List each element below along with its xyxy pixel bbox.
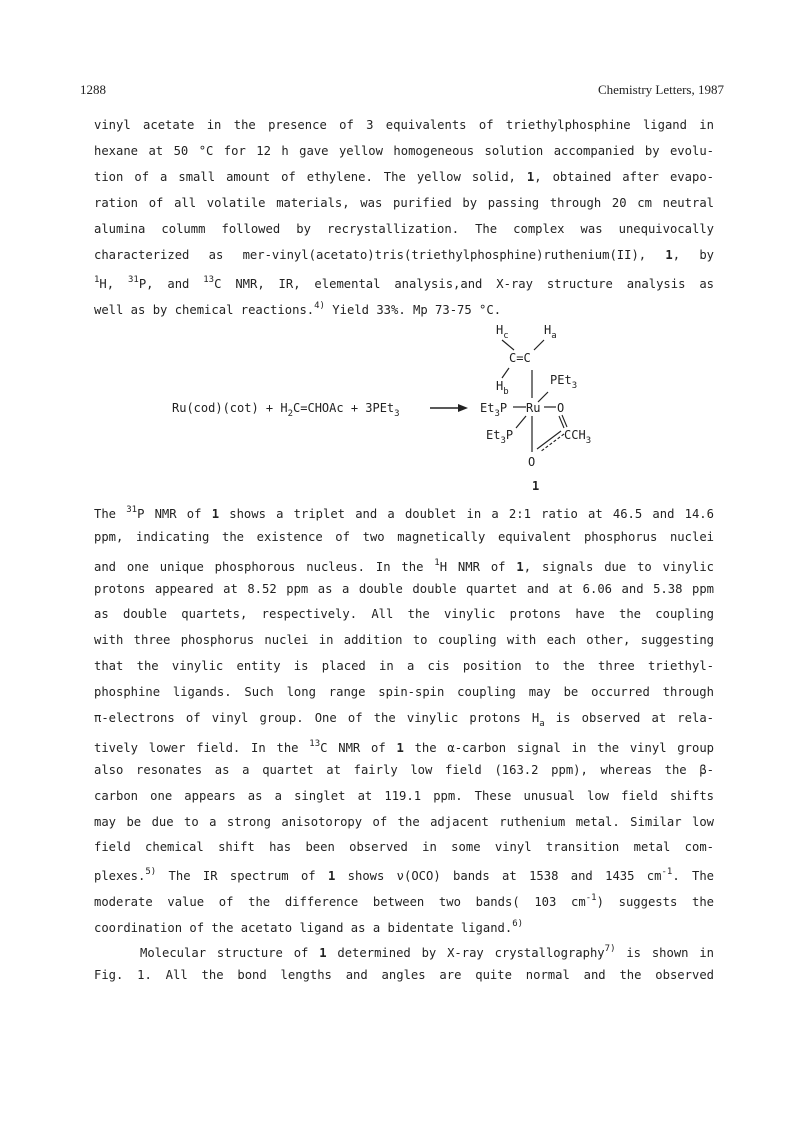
subscript: a [539,719,545,729]
text-run: coordination of the acetato ligand as a bidentate ligand. [94,921,513,935]
compound-ref: 1 [396,741,404,755]
reference-sup: 4) [314,301,325,311]
paragraph1-line6 [94,247,714,263]
et3p-left-label: $Et_3P$ [480,401,508,419]
text-run: The IR spectrum of [156,869,328,883]
text-run: C NMR of [320,741,397,755]
journal-header: Chemistry Letters, 1987 [597,82,724,97]
page-number: 1288 [80,82,106,97]
text-run: moderate value of the difference between two bands( 103 cm [94,895,586,909]
isotope-sup: 1 [94,275,100,285]
bond-c-o-solid [537,431,561,449]
paragraph2-line7: that the vinylic entity is placed in a cis position to the three triethyl- [94,659,714,673]
paragraph1-line7 [94,272,714,292]
compound-ref: 1 [516,560,524,574]
paragraph2-line2: ppm, indicating the existence of two magnetically equivalent phosphorus nuclei [94,530,714,544]
text-run: the α-carbon signal in the vinyl group [403,741,714,755]
paragraph2-line15 [94,864,714,884]
paragraph2-line11: also resonates as a quartet at fairly low field (163.2 ppm), whereas the β- [94,763,714,777]
text-run: plexes. [94,869,146,883]
isotope-sup: 1 [434,558,440,568]
text-run: characterized as mer-vinyl(acetato)tris(triethylphosphine)ruthenium(II), [94,248,666,262]
text-run: π-electrons of vinyl group. One of the vinylic protons H [94,711,540,725]
reference-sup: 7) [604,944,616,954]
text-run: , by [672,248,714,262]
reactants: $Ru(cod)(\cot) + H_2C=CHOAc + 3PEt_3$ [172,401,400,419]
text-run: Yield 33%. Mp 73-75 °C. [324,303,502,317]
text-run: determined by X-ray crystallography [326,946,605,960]
reference-sup: 5) [145,867,157,877]
o-bottom-label: O [528,455,536,469]
bond-hc [502,340,514,350]
paragraph2-line16 [94,890,714,910]
isotope-sup: 13 [309,739,321,749]
text-run: is shown in [615,946,714,960]
text-run: tively lower field. In the [94,741,310,755]
text-run: well as by chemical reactions. [94,303,315,317]
paragraph1-line4: ration of all volatile materials, was purified by passing through 20 cm neutral [94,196,714,210]
paragraph1-line3 [94,169,714,185]
text-run: C NMR, IR, elemental analysis,and X-ray structure analysis as [214,277,714,291]
bond-ru-p-low [516,416,526,428]
paragraph2-line17 [94,916,714,936]
text-run: ) suggests the [596,895,715,909]
unit-sup: -1 [585,893,597,903]
compound-ref: 1 [526,170,535,184]
paragraph3-line1 [140,941,714,961]
text-run: P NMR of [137,507,212,521]
paragraph2-line10 [94,736,714,756]
paragraph2-line4: protons appeared at 8.52 ppm as a double double quartet and at 6.06 and 5.38 ppm [94,582,714,596]
paragraph2-line8: phosphine ligands. Such long range spin-spin coupling may be occurred through [94,685,714,699]
hc-label: $H_c$ [496,323,509,341]
paragraph1-line5: alumina columm followed by recrystallization. The complex was unequivocally [94,222,714,236]
text-run: H, [99,277,128,291]
isotope-sup: 13 [203,275,215,285]
pet3-label: PEt$_3$ [550,373,578,391]
paragraph2-line6: with three phosphorus nuclei in addition to coupling with each other, suggesting [94,633,714,647]
text-run: shows a triplet and a doublet in a 2:1 ratio at 46.5 and 14.6 [219,507,714,521]
bond-c-o-dashed [540,434,564,452]
compound-ref: 1 [327,869,336,883]
text-run: Molecular structure of [140,946,320,960]
o-right-label: O [557,401,565,415]
paragraph2-line13: may be due to a strong anisotoropy of the adjacent ruthenium metal. Similar low [94,815,714,829]
paragraph1-line1: vinyl acetate in the presence of 3 equivalents of triethylphosphine ligand in [94,118,714,132]
cc-label: C=C [509,351,531,365]
paragraph2-line12: carbon one appears as a singlet at 119.1 ppm. These unusual low field shifts [94,789,714,803]
reaction-scheme [160,318,640,493]
et3p-low-label: $Et_3P$ [486,428,514,446]
text-run: , obtained after evapo- [534,170,714,184]
compound-ref: 1 [211,507,220,521]
bond-ha [534,340,544,350]
paragraph1-line8 [94,298,714,318]
paragraph2-line14: field chemical shift has been observed in some vinyl transition metal com- [94,840,714,854]
compound-ref: 1 [319,946,327,960]
reference-sup: 6) [512,919,524,929]
paragraph2-line3 [94,555,714,575]
text-run: tion of a small amount of ethylene. The yellow solid, [94,170,527,184]
bond-hb [502,368,509,378]
isotope-sup: 31 [127,275,139,285]
text-run: shows ν(OCO) bands at 1538 and 1435 cm [335,869,662,883]
text-run: is observed at rela- [544,711,714,725]
text-run: , signals due to vinylic [523,560,714,574]
hb-label: $H_b$ [496,379,509,397]
arrow-head [458,404,468,412]
paragraph2-line5: as double quartets, respectively. All the vinylic protons have the coupling [94,607,714,621]
compound-label: 1 [532,479,540,493]
compound-ref: 1 [665,248,673,262]
paragraph3-line2: Fig. 1. All the bond lengths and angles are quite normal and the observed [94,968,714,982]
text-run: H NMR of [439,560,517,574]
paragraph1-line2: hexane at 50 °C for 12 h gave yellow homogeneous solution accompanied by evolu- [94,144,714,158]
text-run: The [94,507,127,521]
text-run: . The [672,869,714,883]
cch3-label: $CCH_3$ [564,428,592,446]
text-run: and one unique phosphorous nucleus. In the [94,560,435,574]
paragraph2-line9 [94,710,714,732]
isotope-sup: 31 [126,505,138,515]
paragraph2-line1 [94,502,714,522]
ha-label: $H_a$ [544,323,557,341]
ru-label: Ru [526,401,541,415]
text-run: P, and [138,277,204,291]
unit-sup: -1 [661,867,673,877]
